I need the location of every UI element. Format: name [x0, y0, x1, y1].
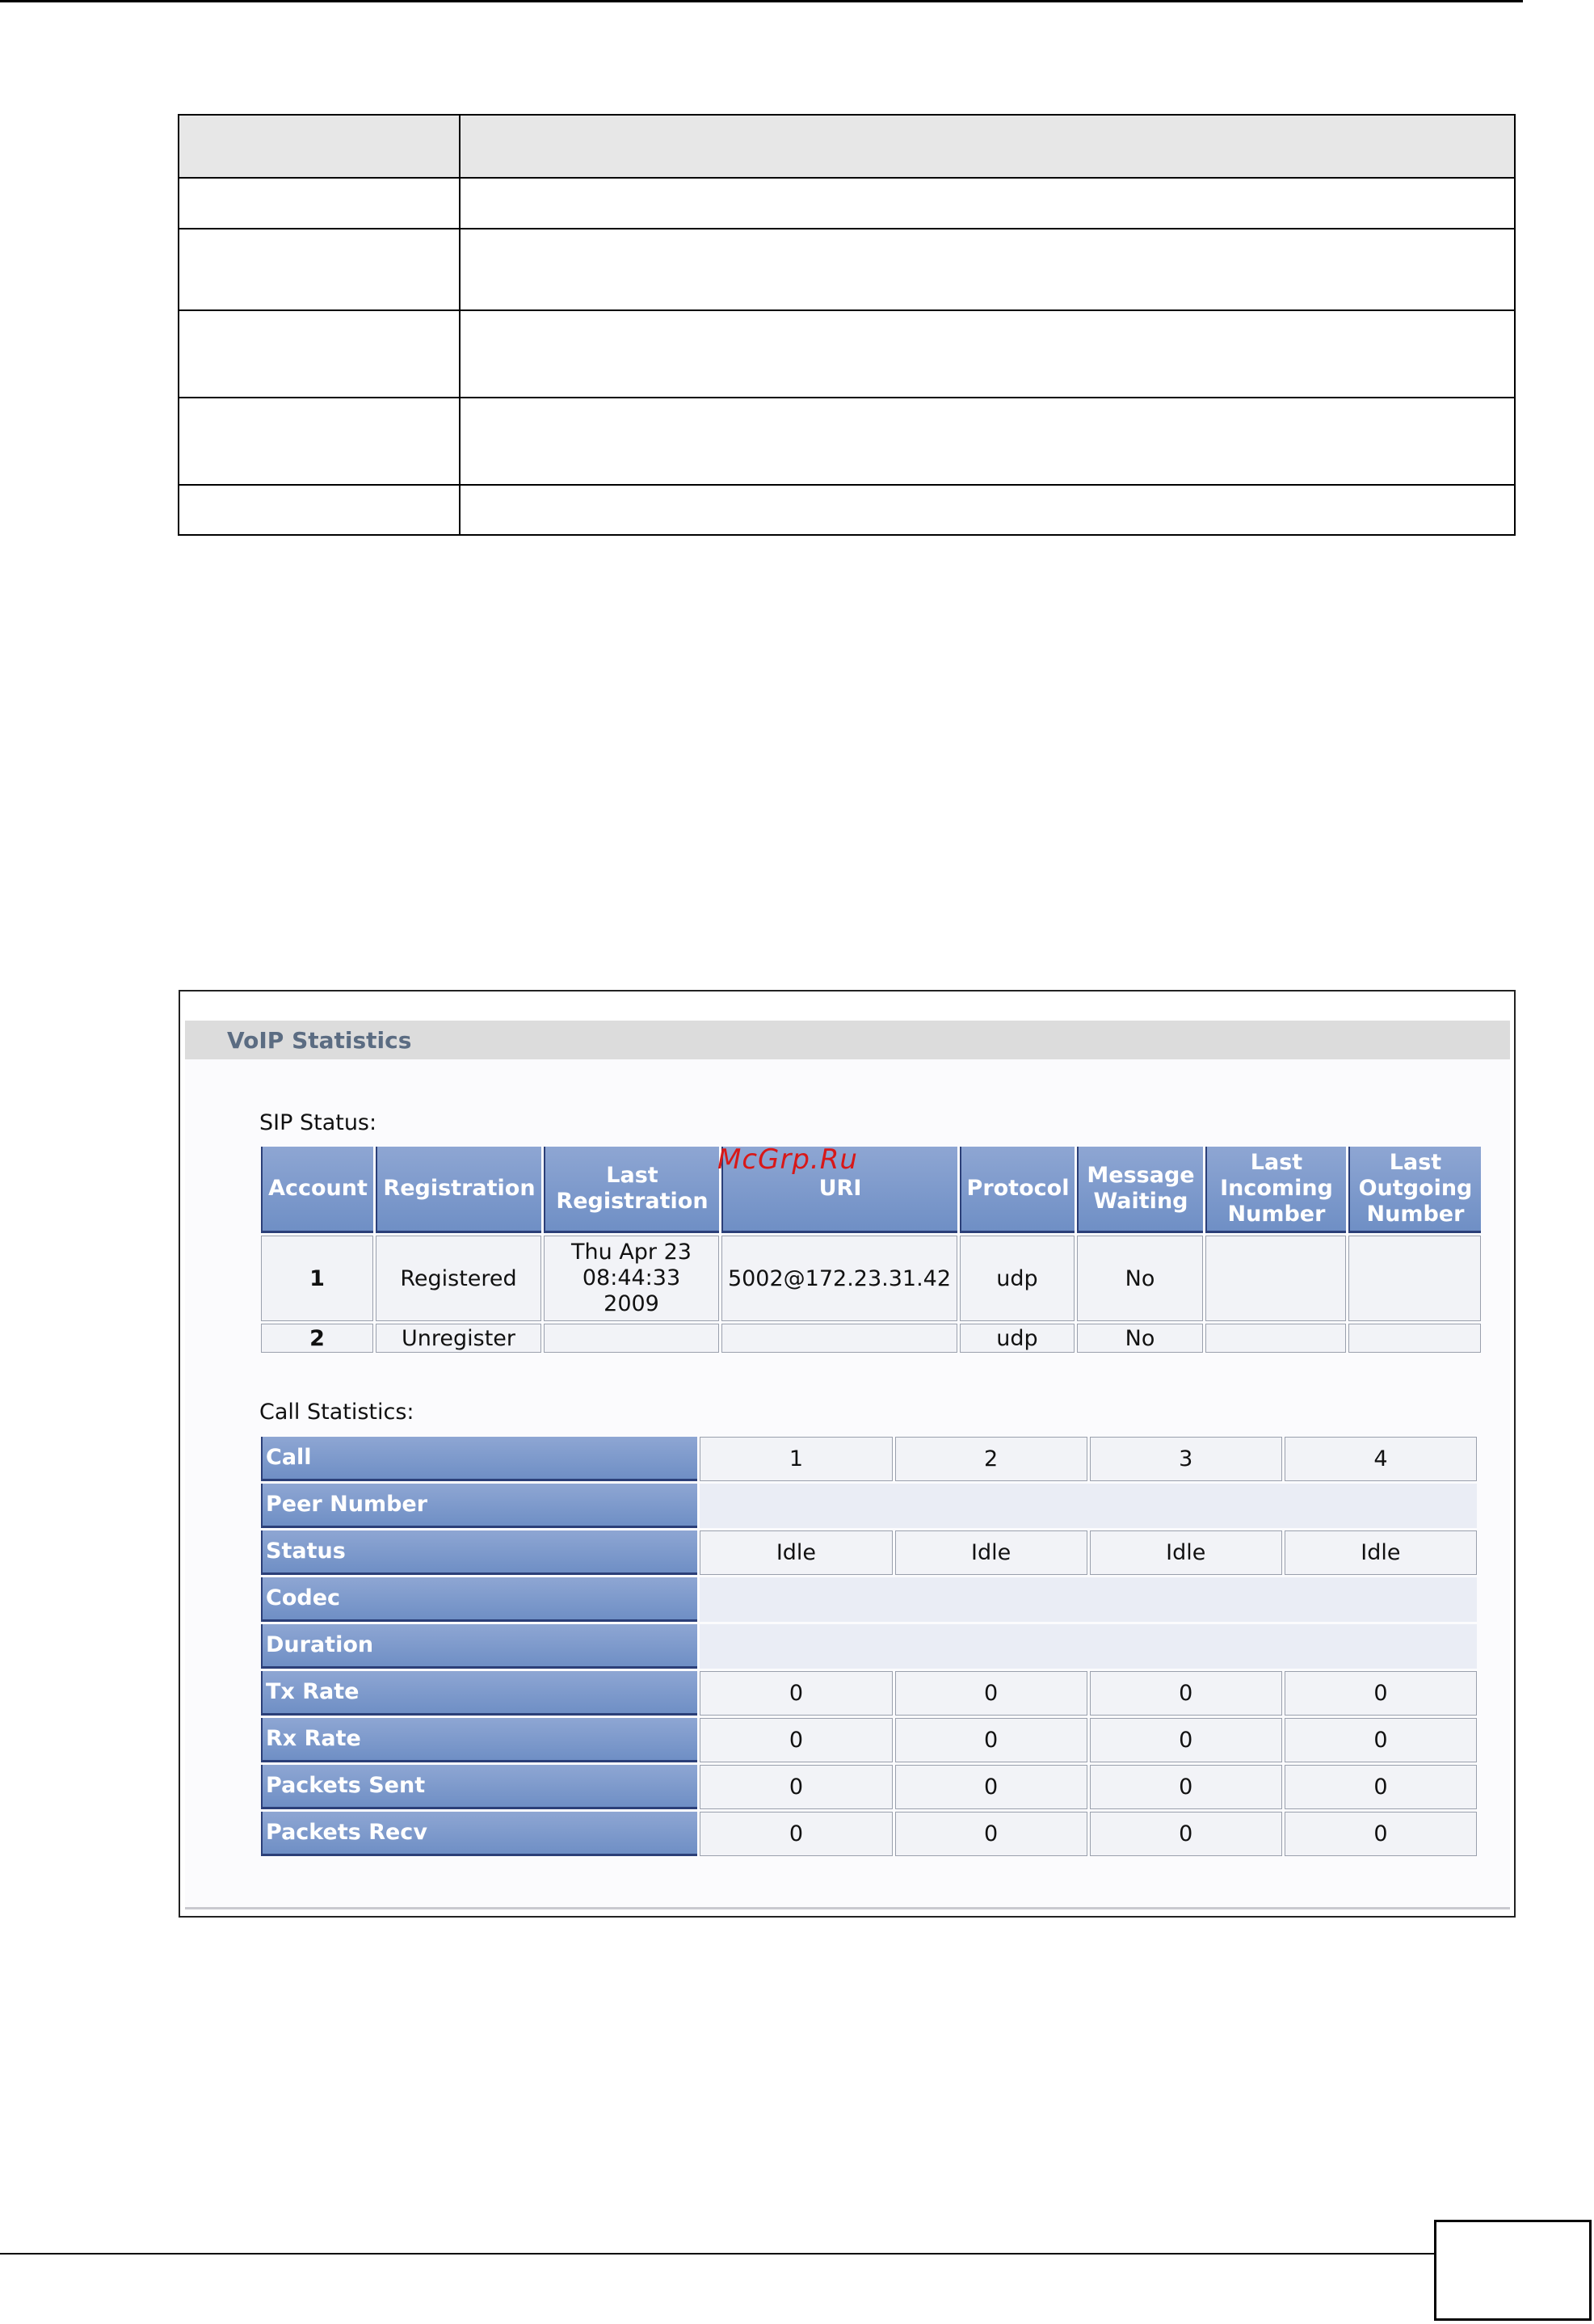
call-cell-empty [700, 1577, 1477, 1622]
sip-header-last-registration: Last Registration [544, 1147, 719, 1233]
sip-header-account: Account [261, 1147, 373, 1233]
call-cell: Idle [1090, 1530, 1282, 1575]
description-table-row [179, 310, 1515, 398]
sip-header-protocol: Protocol [960, 1147, 1075, 1233]
description-table-row [179, 398, 1515, 485]
call-row-label-rx-rate: Rx Rate [261, 1718, 697, 1762]
call-cell: 0 [700, 1812, 892, 1856]
sip-cell-last-outgoing [1348, 1236, 1481, 1321]
call-cell-empty [700, 1484, 1477, 1528]
sip-cell-account: 2 [261, 1324, 373, 1353]
call-cell: 0 [895, 1765, 1087, 1809]
sip-header-message-waiting: Message Waiting [1077, 1147, 1203, 1233]
call-cell: 0 [1285, 1718, 1477, 1762]
call-cell: 0 [1090, 1812, 1282, 1856]
sip-header-row [261, 1147, 1481, 1233]
panel-header [185, 1021, 1510, 1059]
call-cell: 0 [1090, 1765, 1282, 1809]
table-row [261, 1812, 1477, 1856]
sip-cell-last-incoming [1205, 1236, 1346, 1321]
sip-cell-message-waiting: No [1077, 1324, 1203, 1353]
table-row [261, 1530, 1477, 1575]
call-cell: 0 [895, 1718, 1087, 1762]
call-cell: 2 [895, 1437, 1087, 1481]
panel-title: VoIP Statistics [227, 1027, 412, 1054]
sip-cell-protocol: udp [960, 1324, 1075, 1353]
call-row-label-codec: Codec [261, 1577, 697, 1622]
sip-header-last-incoming: Last Incoming Number [1205, 1147, 1346, 1233]
call-statistics-label: Call Statistics: [259, 1400, 414, 1425]
sip-header-uri: URI [721, 1147, 957, 1233]
call-cell: 0 [700, 1718, 892, 1762]
header-rule [0, 0, 1523, 2]
description-table-row [179, 485, 1515, 535]
sip-cell-registration: Unregister [376, 1324, 541, 1353]
table-row [261, 1765, 1477, 1809]
call-cell: 0 [1285, 1671, 1477, 1716]
sip-cell-last-registration: Thu Apr 23 08:44:33 2009 [544, 1236, 719, 1321]
table-row [261, 1577, 1477, 1622]
call-cell-empty [700, 1624, 1477, 1669]
table-row [261, 1718, 1477, 1762]
call-row-label-duration: Duration [261, 1624, 697, 1669]
call-cell: 4 [1285, 1437, 1477, 1481]
table-row [261, 1324, 1481, 1353]
sip-cell-last-registration [544, 1324, 719, 1353]
call-cell: 0 [700, 1671, 892, 1716]
sip-cell-message-waiting: No [1077, 1236, 1203, 1321]
sip-header-registration: Registration [376, 1147, 541, 1233]
call-row-label-packets-recv: Packets Recv [261, 1812, 697, 1856]
sip-cell-last-incoming [1205, 1324, 1346, 1353]
sip-cell-protocol: udp [960, 1236, 1075, 1321]
call-cell: 1 [700, 1437, 892, 1481]
call-cell: 0 [700, 1765, 892, 1809]
footer-rule [0, 2253, 1434, 2255]
call-cell: 0 [895, 1671, 1087, 1716]
call-row-label-tx-rate: Tx Rate [261, 1671, 697, 1716]
table-row [261, 1236, 1481, 1321]
call-cell: Idle [895, 1530, 1087, 1575]
sip-cell-last-outgoing [1348, 1324, 1481, 1353]
call-cell: 0 [1090, 1671, 1282, 1716]
table-row [261, 1671, 1477, 1716]
table-row [261, 1624, 1477, 1669]
table-row [261, 1437, 1477, 1481]
call-cell: Idle [700, 1530, 892, 1575]
call-row-label-packets-sent: Packets Sent [261, 1765, 697, 1809]
sip-status-label: SIP Status: [259, 1110, 377, 1135]
call-cell: 0 [1090, 1718, 1282, 1762]
sip-header-last-outgoing: Last Outgoing Number [1348, 1147, 1481, 1233]
description-table [178, 114, 1516, 536]
voip-screenshot-frame [179, 990, 1516, 1918]
watermark: McGrp.Ru [717, 1143, 858, 1176]
call-row-label-status: Status [261, 1530, 697, 1575]
sip-cell-uri: 5002@172.23.31.42 [721, 1236, 957, 1321]
call-row-label-call: Call [261, 1437, 697, 1481]
call-row-label-peer-number: Peer Number [261, 1484, 697, 1528]
page-number-box [1434, 2220, 1592, 2321]
call-cell: 0 [1285, 1765, 1477, 1809]
call-cell: 3 [1090, 1437, 1282, 1481]
call-statistics-table [259, 1434, 1479, 1859]
sip-cell-account: 1 [261, 1236, 373, 1321]
description-table-header-row [179, 115, 1515, 178]
sip-cell-registration: Registered [376, 1236, 541, 1321]
sip-cell-uri [721, 1324, 957, 1353]
call-cell: Idle [1285, 1530, 1477, 1575]
table-row [261, 1484, 1477, 1528]
call-cell: 0 [895, 1812, 1087, 1856]
description-table-row [179, 229, 1515, 310]
description-table-row [179, 178, 1515, 229]
call-cell: 0 [1285, 1812, 1477, 1856]
sip-status-table [259, 1144, 1483, 1355]
